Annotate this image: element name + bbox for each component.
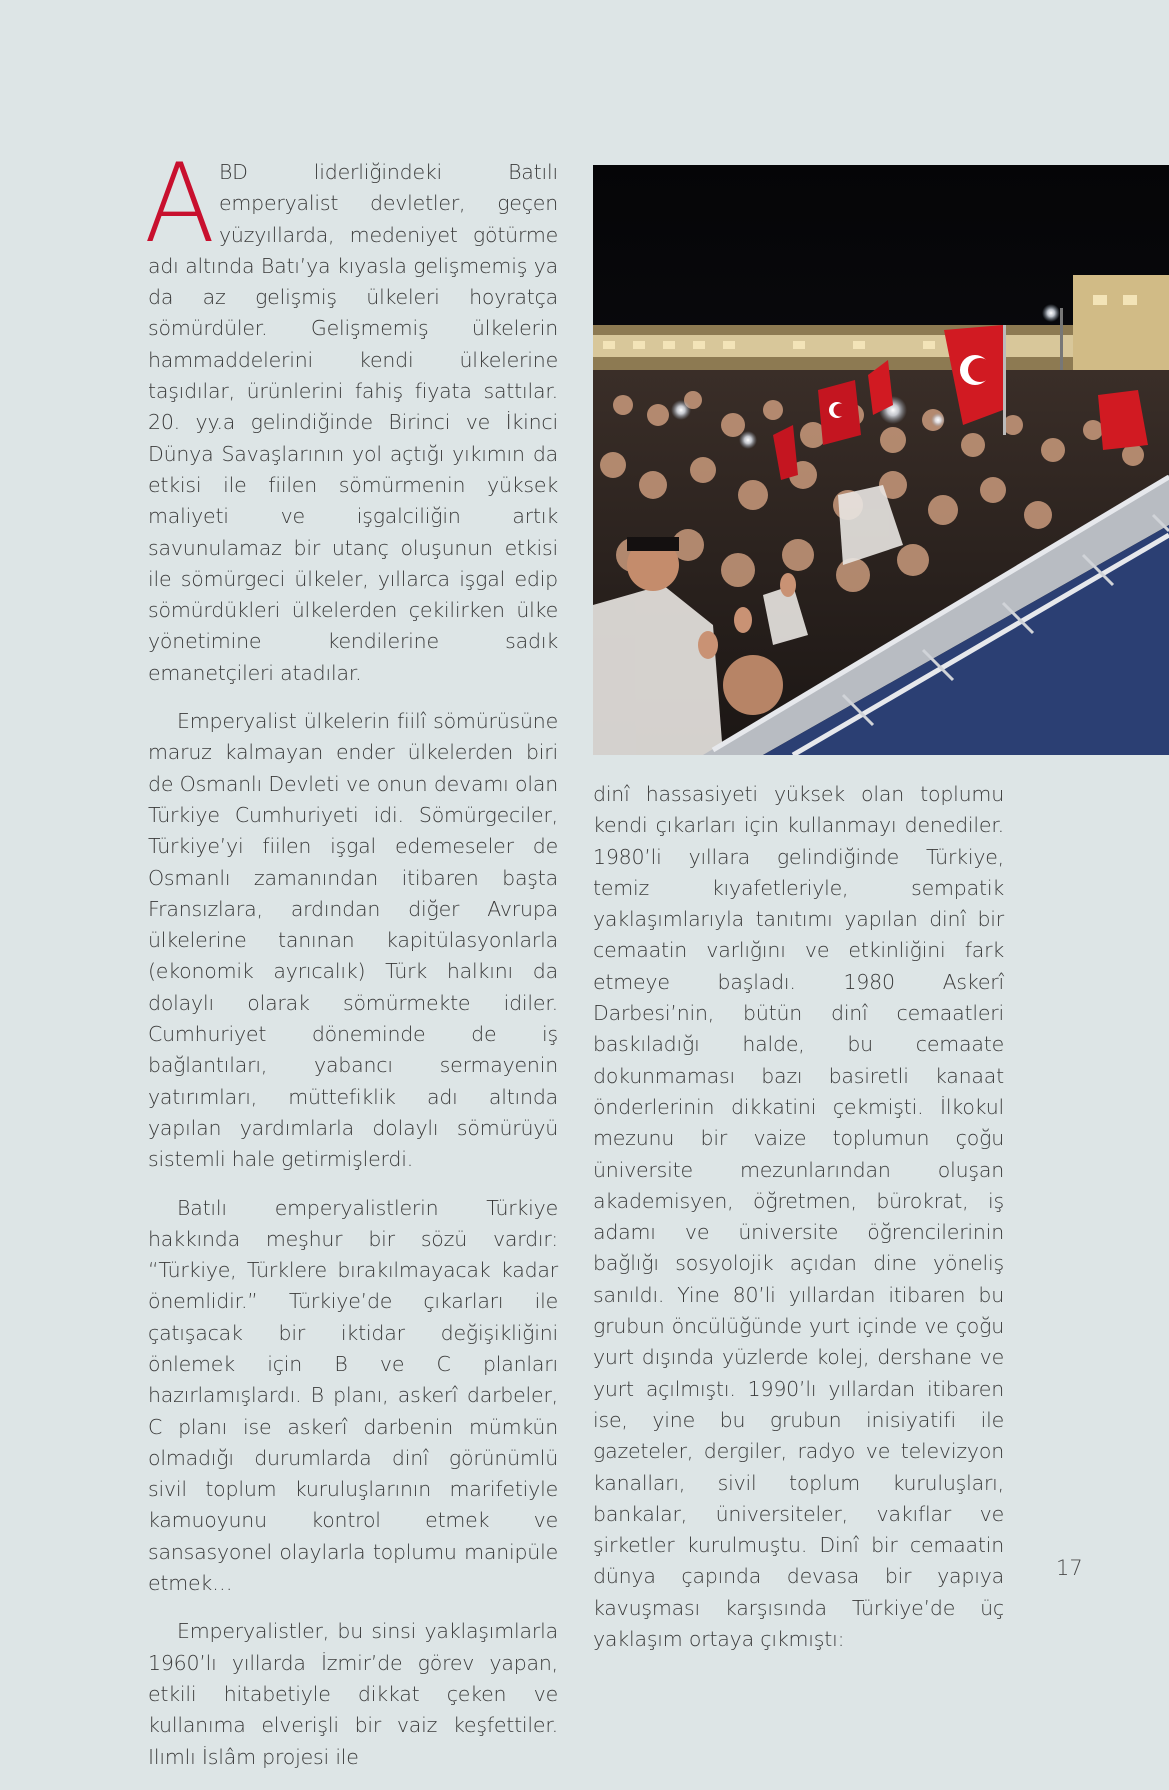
page-number: 17 <box>1056 1556 1083 1580</box>
paragraph: dinî hassasiyeti yüksek olan toplumu kendi çıkarları için kullanmayı denediler. 1980’li yıllara gelindiğinde Türkiye, temiz kıyafetleriyle, sempatik yaklaşımlarıyla tanıtımı yapılan dinî bir cemaatin varlığını ve etkinliğini fark etmeye başladı. 1980 Askerî Darbesi’nin, bütün dinî cemaatleri baskıladığı halde, bu cemaate dokunmaması bazı basiretli kanaat önderlerinin dikkatini çekmişti. İlkokul mezunu bir vaize toplumun çoğu üniversite mezunlarından oluşan akademisyen, öğretmen, bürokrat, iş adamı ve üniversite öğrencilerinin bağlığı sosyolojik açıdan dine yöneliş sanıldı. Yine 80’li yıllardan itibaren bu grubun öncülüğünde yurt içinde ve çoğu yurt dışında yüzlerde kolej, dershane ve yurt açılmıştı. 1990’lı yıllardan itibaren ise, yine bu grubun inisiyatifi ile gazeteler, dergiler, radyo ve televizyon kanalları, sivil toplum kuruluşları, bankalar, üniversiteler, vakıflar ve şirketler kurulmuştu. Dinî bir cemaatin dünya çapında devasa bir yapıya kavuşması karşısında Türkiye’de üç yaklaşım ortaya çıkmıştı: <box>593 782 1004 1652</box>
right-text-column <box>593 779 1004 1672</box>
paragraph <box>144 138 558 689</box>
rally-photo-illustration <box>593 165 1169 755</box>
drop-cap: A <box>144 138 215 268</box>
paragraph-text: BD liderliğindeki Batılı emperyalist devletler, geçen yüzyıllarda, medeniyet götürme adı altında Batı’ya kıyasla gelişmemiş ya da az gelişmiş ülkeleri hoyratça sömürdüler. Gelişmemiş ülkelerin hammaddelerini kendi ülkelerine taşıdılar, ürünlerini fahiş fiyata sattılar. 20. yy.a gelindiğinde Birinci ve İkinci Dünya Savaşlarının yol açtığı yıkımın da etkisi ile fiilen sömürmenin yüksek maliyeti ve işgalciliğin artık savunulamaz bir utanç oluşunun etkisi ile sömürgeci ülkeler, yıllarca işgal edip sömürdükleri ülkelerden çekilirken ülke yönetimine kendilerine sadık emanetçileri atadılar. <box>148 160 558 685</box>
rally-photo <box>593 165 1169 755</box>
paragraph: Emperyalist ülkelerin fiilî sömürüsüne maruz kalmayan ender ülkelerden biri de Osmanlı Devleti ve onun devamı olan Türkiye Cumhuriyeti idi. Sömürgeciler, Türkiye’yi fiilen işgal edemeseler de Osmanlı zamanından itibaren başta Fransızlara, ardından diğer Avrupa ülkelerine tanınan kapitülasyonlarla (ekonomik ayrıcalık) Türk halkını da dolaylı olarak sömürmekte idiler. Cumhuriyet döneminde de iş bağlantıları, yabancı sermayenin yatırımları, müttefiklik adı altında yapılan yardımlarla dolaylı sömürüyü sistemli hale getirmişlerdi. <box>148 709 558 1172</box>
paragraph: Batılı emperyalistlerin Türkiye hakkında meşhur bir sözü vardır: “Türkiye, Türklere bırakılmayacak kadar önemlidir.” Türkiye’de çıkarları ile çatışacak bir iktidar değişikliğini önlemek için B ve C planları hazırlamışlardı. B planı, askerî darbeler, C planı ise askerî darbenin mümkün olmadığı durumlarda dinî görünümlü sivil toplum kuruluşlarının marifetiyle kamuoyunu kontrol etmek ve sansasyonel olaylarla toplumu manipüle etmek… <box>148 1195 558 1596</box>
paragraph: Emperyalistler, bu sinsi yaklaşımlarla 1960’lı yıllarda İzmir’de görev yapan, etkili hitabetiyle dikkat çeken ve kullanıma elverişli bir vaiz keşfettiler. Ilımlı İslâm projesi ile <box>148 1619 558 1769</box>
left-text-column <box>144 138 558 1790</box>
